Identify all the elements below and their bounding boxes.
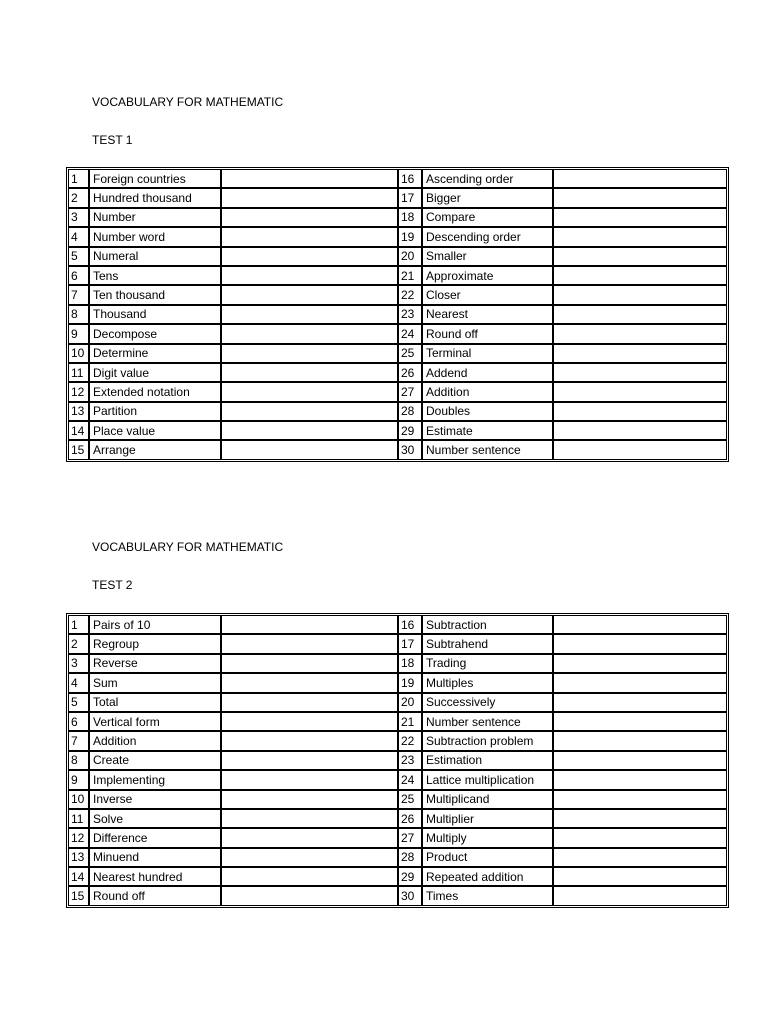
item-number: 9 — [68, 770, 89, 789]
vocab-word: Closer — [422, 285, 553, 304]
item-number: 23 — [398, 751, 422, 770]
vocab-word: Foreign countries — [89, 169, 221, 188]
table-row — [68, 324, 727, 343]
vocab-word: Round off — [422, 324, 553, 343]
answer-cell — [553, 344, 727, 363]
vocab-word: Tens — [89, 266, 221, 285]
table-row — [68, 188, 727, 207]
item-number: 29 — [398, 867, 422, 886]
answer-cell — [221, 421, 398, 440]
answer-cell — [553, 809, 727, 828]
vocab-word: Trading — [422, 654, 553, 673]
item-number: 16 — [398, 615, 422, 634]
vocab-word: Multiply — [422, 828, 553, 847]
vocab-word: Inverse — [89, 790, 221, 809]
item-number: 29 — [398, 421, 422, 440]
item-number: 8 — [68, 305, 89, 324]
table-row — [68, 266, 727, 285]
vocab-word: Ten thousand — [89, 285, 221, 304]
vocab-table-test-2 — [66, 613, 729, 908]
item-number: 4 — [68, 227, 89, 246]
section-2-title: VOCABULARY FOR MATHEMATIC — [92, 540, 284, 554]
item-number: 5 — [68, 247, 89, 266]
item-number: 7 — [68, 285, 89, 304]
vocab-word: Smaller — [422, 247, 553, 266]
answer-cell — [221, 266, 398, 285]
answer-cell — [553, 285, 727, 304]
item-number: 10 — [68, 344, 89, 363]
item-number: 11 — [68, 809, 89, 828]
answer-cell — [221, 402, 398, 421]
item-number: 8 — [68, 751, 89, 770]
item-number: 22 — [398, 731, 422, 750]
vocab-word: Successively — [422, 693, 553, 712]
vocab-word: Addition — [422, 382, 553, 401]
answer-cell — [553, 363, 727, 382]
vocab-word: Difference — [89, 828, 221, 847]
table-row — [68, 654, 727, 673]
table-row — [68, 790, 727, 809]
vocab-word: Ascending order — [422, 169, 553, 188]
item-number: 28 — [398, 848, 422, 867]
section-1-title: VOCABULARY FOR MATHEMATIC — [92, 95, 284, 109]
table-row — [68, 809, 727, 828]
item-number: 27 — [398, 828, 422, 847]
item-number: 27 — [398, 382, 422, 401]
vocab-word: Minuend — [89, 848, 221, 867]
vocab-word: Digit value — [89, 363, 221, 382]
table-row — [68, 886, 727, 905]
answer-cell — [553, 751, 727, 770]
vocab-word: Subtraction — [422, 615, 553, 634]
answer-cell — [553, 731, 727, 750]
answer-cell — [553, 227, 727, 246]
table-row — [68, 363, 727, 382]
vocab-word: Estimate — [422, 421, 553, 440]
answer-cell — [221, 693, 398, 712]
answer-cell — [221, 382, 398, 401]
vocab-word: Thousand — [89, 305, 221, 324]
vocab-word: Subtraction problem — [422, 731, 553, 750]
item-number: 7 — [68, 731, 89, 750]
vocab-word: Extended notation — [89, 382, 221, 401]
item-number: 18 — [398, 208, 422, 227]
table-row — [68, 421, 727, 440]
answer-cell — [221, 285, 398, 304]
item-number: 16 — [398, 169, 422, 188]
answer-cell — [553, 266, 727, 285]
answer-cell — [221, 305, 398, 324]
item-number: 24 — [398, 770, 422, 789]
vocab-word: Nearest — [422, 305, 553, 324]
vocab-word: Nearest hundred — [89, 867, 221, 886]
item-number: 2 — [68, 188, 89, 207]
vocab-word: Number — [89, 208, 221, 227]
item-number: 30 — [398, 440, 422, 459]
answer-cell — [553, 402, 727, 421]
answer-cell — [221, 634, 398, 653]
vocab-word: Solve — [89, 809, 221, 828]
item-number: 12 — [68, 382, 89, 401]
vocab-word: Estimation — [422, 751, 553, 770]
vocab-word: Numeral — [89, 247, 221, 266]
table-row — [68, 867, 727, 886]
item-number: 25 — [398, 344, 422, 363]
table-row — [68, 169, 727, 188]
vocab-word: Total — [89, 693, 221, 712]
vocab-word: Pairs of 10 — [89, 615, 221, 634]
item-number: 15 — [68, 886, 89, 905]
answer-cell — [553, 673, 727, 692]
answer-cell — [221, 809, 398, 828]
vocab-word: Reverse — [89, 654, 221, 673]
vocab-word: Addition — [89, 731, 221, 750]
answer-cell — [553, 421, 727, 440]
item-number: 25 — [398, 790, 422, 809]
item-number: 20 — [398, 693, 422, 712]
vocab-word: Product — [422, 848, 553, 867]
vocab-word: Repeated addition — [422, 867, 553, 886]
table-row — [68, 848, 727, 867]
answer-cell — [221, 169, 398, 188]
item-number: 2 — [68, 634, 89, 653]
answer-cell — [553, 305, 727, 324]
table-row — [68, 770, 727, 789]
answer-cell — [553, 693, 727, 712]
vocab-word: Addend — [422, 363, 553, 382]
table-body — [68, 169, 727, 460]
table-row — [68, 208, 727, 227]
table-body — [68, 615, 727, 906]
vocab-word: Multiplicand — [422, 790, 553, 809]
item-number: 22 — [398, 285, 422, 304]
item-number: 18 — [398, 654, 422, 673]
item-number: 20 — [398, 247, 422, 266]
vocab-word: Terminal — [422, 344, 553, 363]
table-row — [68, 285, 727, 304]
vocab-word: Multiplier — [422, 809, 553, 828]
table-row — [68, 828, 727, 847]
vocab-word: Subtrahend — [422, 634, 553, 653]
vocab-word: Round off — [89, 886, 221, 905]
vocab-word: Lattice multiplication — [422, 770, 553, 789]
vocab-word: Number sentence — [422, 712, 553, 731]
answer-cell — [553, 169, 727, 188]
item-number: 13 — [68, 848, 89, 867]
vocab-word: Number word — [89, 227, 221, 246]
vocab-word: Arrange — [89, 440, 221, 459]
table-row — [68, 440, 727, 459]
item-number: 13 — [68, 402, 89, 421]
item-number: 1 — [68, 615, 89, 634]
item-number: 10 — [68, 790, 89, 809]
item-number: 23 — [398, 305, 422, 324]
answer-cell — [221, 848, 398, 867]
vocab-word: Approximate — [422, 266, 553, 285]
item-number: 24 — [398, 324, 422, 343]
table-row — [68, 634, 727, 653]
answer-cell — [553, 188, 727, 207]
vocab-word: Hundred thousand — [89, 188, 221, 207]
item-number: 9 — [68, 324, 89, 343]
answer-cell — [221, 615, 398, 634]
answer-cell — [221, 751, 398, 770]
answer-cell — [221, 673, 398, 692]
vocab-word: Determine — [89, 344, 221, 363]
table-row — [68, 673, 727, 692]
answer-cell — [221, 227, 398, 246]
table-row — [68, 693, 727, 712]
vocab-word: Implementing — [89, 770, 221, 789]
vocab-word: Place value — [89, 421, 221, 440]
vocab-word: Times — [422, 886, 553, 905]
item-number: 3 — [68, 654, 89, 673]
answer-cell — [221, 344, 398, 363]
answer-cell — [221, 247, 398, 266]
answer-cell — [221, 324, 398, 343]
answer-cell — [553, 790, 727, 809]
answer-cell — [221, 731, 398, 750]
vocab-word: Regroup — [89, 634, 221, 653]
answer-cell — [221, 440, 398, 459]
table-row — [68, 247, 727, 266]
table-row — [68, 227, 727, 246]
item-number: 21 — [398, 266, 422, 285]
vocab-word: Sum — [89, 673, 221, 692]
item-number: 3 — [68, 208, 89, 227]
answer-cell — [553, 324, 727, 343]
item-number: 26 — [398, 363, 422, 382]
item-number: 12 — [68, 828, 89, 847]
item-number: 30 — [398, 886, 422, 905]
item-number: 4 — [68, 673, 89, 692]
answer-cell — [553, 615, 727, 634]
vocab-word: Vertical form — [89, 712, 221, 731]
table-row — [68, 731, 727, 750]
item-number: 15 — [68, 440, 89, 459]
vocab-word: Doubles — [422, 402, 553, 421]
table-row — [68, 712, 727, 731]
answer-cell — [221, 363, 398, 382]
item-number: 21 — [398, 712, 422, 731]
item-number: 5 — [68, 693, 89, 712]
answer-cell — [553, 247, 727, 266]
answer-cell — [221, 208, 398, 227]
table-row — [68, 305, 727, 324]
vocab-word: Compare — [422, 208, 553, 227]
table-row — [68, 615, 727, 634]
table-row — [68, 382, 727, 401]
table-row — [68, 344, 727, 363]
item-number: 19 — [398, 673, 422, 692]
answer-cell — [553, 770, 727, 789]
item-number: 14 — [68, 421, 89, 440]
vocab-word: Number sentence — [422, 440, 553, 459]
answer-cell — [221, 790, 398, 809]
answer-cell — [553, 382, 727, 401]
section-2-test-label: TEST 2 — [92, 578, 133, 592]
item-number: 1 — [68, 169, 89, 188]
vocab-word: Multiples — [422, 673, 553, 692]
answer-cell — [221, 188, 398, 207]
vocab-word: Partition — [89, 402, 221, 421]
item-number: 6 — [68, 712, 89, 731]
table-row — [68, 751, 727, 770]
item-number: 28 — [398, 402, 422, 421]
item-number: 17 — [398, 634, 422, 653]
vocab-word: Bigger — [422, 188, 553, 207]
answer-cell — [221, 886, 398, 905]
answer-cell — [553, 634, 727, 653]
item-number: 11 — [68, 363, 89, 382]
answer-cell — [553, 712, 727, 731]
item-number: 26 — [398, 809, 422, 828]
item-number: 6 — [68, 266, 89, 285]
answer-cell — [221, 867, 398, 886]
vocab-word: Decompose — [89, 324, 221, 343]
item-number: 19 — [398, 227, 422, 246]
answer-cell — [553, 208, 727, 227]
answer-cell — [221, 654, 398, 673]
answer-cell — [553, 886, 727, 905]
answer-cell — [553, 440, 727, 459]
section-1-test-label: TEST 1 — [92, 133, 133, 147]
answer-cell — [221, 828, 398, 847]
answer-cell — [221, 770, 398, 789]
vocab-word: Create — [89, 751, 221, 770]
answer-cell — [553, 654, 727, 673]
vocab-table-test-1 — [66, 167, 729, 462]
item-number: 14 — [68, 867, 89, 886]
vocab-word: Descending order — [422, 227, 553, 246]
answer-cell — [553, 867, 727, 886]
answer-cell — [221, 712, 398, 731]
item-number: 17 — [398, 188, 422, 207]
answer-cell — [553, 848, 727, 867]
table-row — [68, 402, 727, 421]
answer-cell — [553, 828, 727, 847]
